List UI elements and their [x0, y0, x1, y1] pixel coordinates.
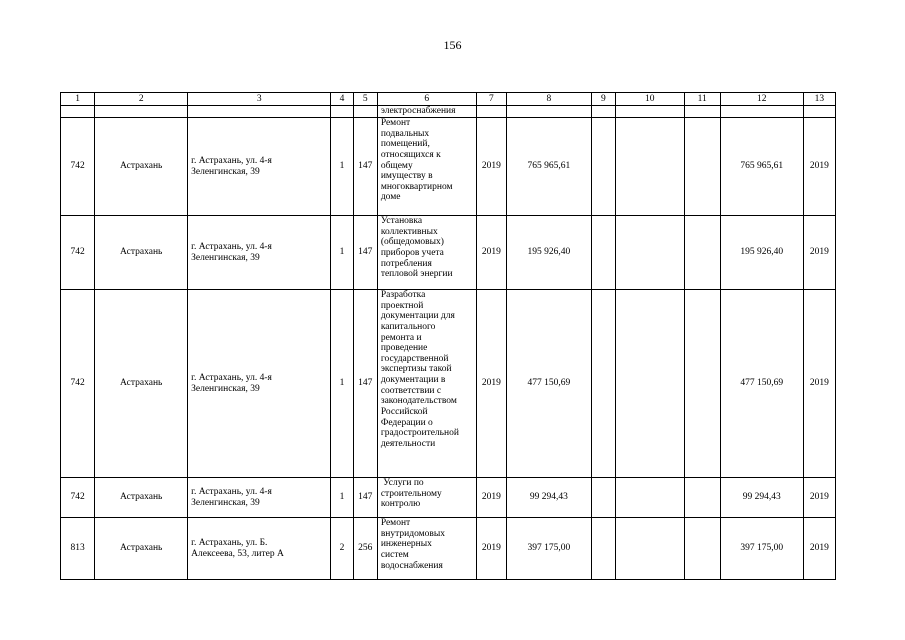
end-year-cell: 2019 — [803, 118, 835, 216]
amount-cell: 99 294,43 — [506, 478, 591, 518]
table-row — [61, 518, 836, 580]
table-row — [61, 478, 836, 518]
table-cell — [615, 106, 684, 118]
work-line: проектной — [380, 300, 424, 311]
address-cell — [188, 518, 331, 580]
address-cell — [188, 216, 331, 290]
year-cell: 2019 — [476, 518, 506, 580]
year-cell: 2019 — [476, 216, 506, 290]
work-line: Российской — [380, 406, 428, 417]
column-number-header: 11 — [684, 93, 720, 106]
work-line: Услуги по — [380, 478, 424, 488]
table-cell — [684, 118, 720, 216]
work-line: Разработка — [380, 290, 426, 300]
year-cell: 2019 — [476, 290, 506, 478]
number-cell: 813 — [61, 518, 95, 580]
table-cell — [684, 478, 720, 518]
table-cell — [684, 216, 720, 290]
work-line: приборов учета — [380, 247, 444, 258]
table-row — [61, 216, 836, 290]
table-cell — [720, 106, 803, 118]
table-cell — [684, 518, 720, 580]
count-cell: 1 — [331, 118, 353, 216]
work-line: доме — [380, 192, 401, 203]
work-line: (общедомовых) — [380, 237, 444, 248]
table-row — [61, 290, 836, 478]
page-number: 156 — [443, 38, 462, 52]
column-number-row — [61, 93, 836, 106]
address-line: г. Астрахань, ул. 4-я — [191, 155, 272, 166]
amount-cell: 477 150,69 — [506, 290, 591, 478]
column-number-header: 9 — [591, 93, 615, 106]
end-year-cell: 2019 — [803, 290, 835, 478]
number-cell: 742 — [61, 478, 95, 518]
table-cell — [591, 518, 615, 580]
column-number-header: 13 — [803, 93, 835, 106]
work-line: коллективных — [380, 226, 438, 237]
column-number-header: 6 — [377, 93, 476, 106]
year-cell: 2019 — [476, 118, 506, 216]
work-line: контролю — [380, 499, 421, 510]
work-type-cell — [377, 478, 476, 518]
count-cell: 1 — [331, 478, 353, 518]
address-line: Зеленгинская, 39 — [191, 497, 260, 508]
work-line: проведение — [380, 343, 428, 354]
table-cell — [684, 106, 720, 118]
count-cell: 2 — [331, 518, 353, 580]
work-line: деятельности — [380, 438, 436, 449]
work-line: подвальных — [380, 128, 430, 139]
work-line: строительному — [380, 488, 442, 499]
column-number-header: 7 — [476, 93, 506, 106]
number-cell: 742 — [61, 118, 95, 216]
table-cell — [803, 106, 835, 118]
municipality-cell: Астрахань — [95, 216, 188, 290]
work-line: Федерации о — [380, 417, 433, 428]
end-year-cell: 2019 — [803, 518, 835, 580]
work-line: соответствии с — [380, 385, 442, 396]
table-cell — [615, 290, 684, 478]
table-row — [61, 118, 836, 216]
work-line: систем — [380, 549, 409, 560]
code-cell: 256 — [353, 518, 377, 580]
code-cell: 147 — [353, 478, 377, 518]
work-line: Ремонт — [380, 518, 411, 528]
table-cell — [506, 106, 591, 118]
table-cell — [615, 518, 684, 580]
number-cell: 742 — [61, 216, 95, 290]
column-number-header: 10 — [615, 93, 684, 106]
amount-total-cell: 99 294,43 — [720, 478, 803, 518]
code-cell: 147 — [353, 216, 377, 290]
table-cell — [615, 478, 684, 518]
table-cell — [591, 478, 615, 518]
address-cell — [188, 118, 331, 216]
amount-total-cell: 195 926,40 — [720, 216, 803, 290]
work-type-cell — [377, 216, 476, 290]
work-line: экспертизы такой — [380, 364, 452, 375]
work-type-cell: электроснабжения — [377, 106, 476, 118]
column-number-header: 4 — [331, 93, 353, 106]
table-cell — [95, 106, 188, 118]
work-line: капитального — [380, 321, 436, 332]
municipality-cell: Астрахань — [95, 478, 188, 518]
work-line: общему — [380, 160, 413, 171]
table-cell — [615, 216, 684, 290]
work-line: документации в — [380, 375, 446, 385]
amount-cell: 397 175,00 — [506, 518, 591, 580]
table-cell — [591, 216, 615, 290]
address-line: г. Астрахань, ул. 4-я — [191, 241, 272, 252]
amount-cell: 765 965,61 — [506, 118, 591, 216]
amount-total-cell: 477 150,69 — [720, 290, 803, 478]
work-line: тепловой энергии — [380, 269, 453, 280]
column-number-header: 1 — [61, 93, 95, 106]
work-line: потребления — [380, 258, 432, 269]
work-line: имуществу в — [380, 171, 433, 182]
address-line: г. Астрахань, ул. 4-я — [191, 372, 272, 383]
work-line: многоквартирном — [380, 181, 453, 192]
count-cell: 1 — [331, 216, 353, 290]
amount-total-cell: 765 965,61 — [720, 118, 803, 216]
municipality-cell: Астрахань — [95, 290, 188, 478]
number-cell: 742 — [61, 290, 95, 478]
work-type-cell — [377, 290, 476, 478]
table-cell — [61, 106, 95, 118]
address-cell — [188, 290, 331, 478]
work-line: относящихся к — [380, 149, 441, 160]
table-cell — [591, 118, 615, 216]
amount-cell: 195 926,40 — [506, 216, 591, 290]
column-number-header: 12 — [720, 93, 803, 106]
table-cell — [353, 106, 377, 118]
work-line: Ремонт — [380, 118, 411, 128]
work-line: документации для — [380, 311, 455, 322]
table-cell — [684, 290, 720, 478]
municipality-cell: Астрахань — [95, 118, 188, 216]
end-year-cell: 2019 — [803, 216, 835, 290]
continuation-row — [61, 106, 836, 118]
amount-total-cell: 397 175,00 — [720, 518, 803, 580]
column-number-header: 3 — [188, 93, 331, 106]
code-cell: 147 — [353, 290, 377, 478]
work-line: водоснабжения — [380, 560, 443, 571]
work-line: ремонта и — [380, 332, 422, 343]
address-line: Зеленгинская, 39 — [191, 166, 260, 177]
address-line: г. Астрахань, ул. Б. — [191, 537, 268, 548]
table-cell — [331, 106, 353, 118]
work-line: помещений, — [380, 139, 430, 150]
table-cell — [591, 106, 615, 118]
work-line: законодательством — [380, 396, 457, 407]
table-cell — [476, 106, 506, 118]
table-cell — [188, 106, 331, 118]
address-line: Зеленгинская, 39 — [191, 383, 260, 394]
column-number-header: 5 — [353, 93, 377, 106]
capital-repair-table — [60, 92, 836, 580]
work-type-cell — [377, 518, 476, 580]
work-line: государственной — [380, 353, 449, 364]
address-cell — [188, 478, 331, 518]
municipality-cell: Астрахань — [95, 518, 188, 580]
code-cell: 147 — [353, 118, 377, 216]
work-type-cell — [377, 118, 476, 216]
year-cell: 2019 — [476, 478, 506, 518]
column-number-header: 8 — [506, 93, 591, 106]
count-cell: 1 — [331, 290, 353, 478]
address-line: Алексеева, 53, литер А — [191, 548, 284, 559]
work-line: градостроительной — [380, 428, 459, 439]
work-line: инженерных — [380, 539, 432, 550]
table-cell — [615, 118, 684, 216]
address-line: г. Астрахань, ул. 4-я — [191, 486, 272, 497]
work-line: внутридомовых — [380, 528, 446, 539]
end-year-cell: 2019 — [803, 478, 835, 518]
table-cell — [591, 290, 615, 478]
address-line: Зеленгинская, 39 — [191, 252, 260, 263]
column-number-header: 2 — [95, 93, 188, 106]
work-line: Установка — [380, 216, 423, 226]
